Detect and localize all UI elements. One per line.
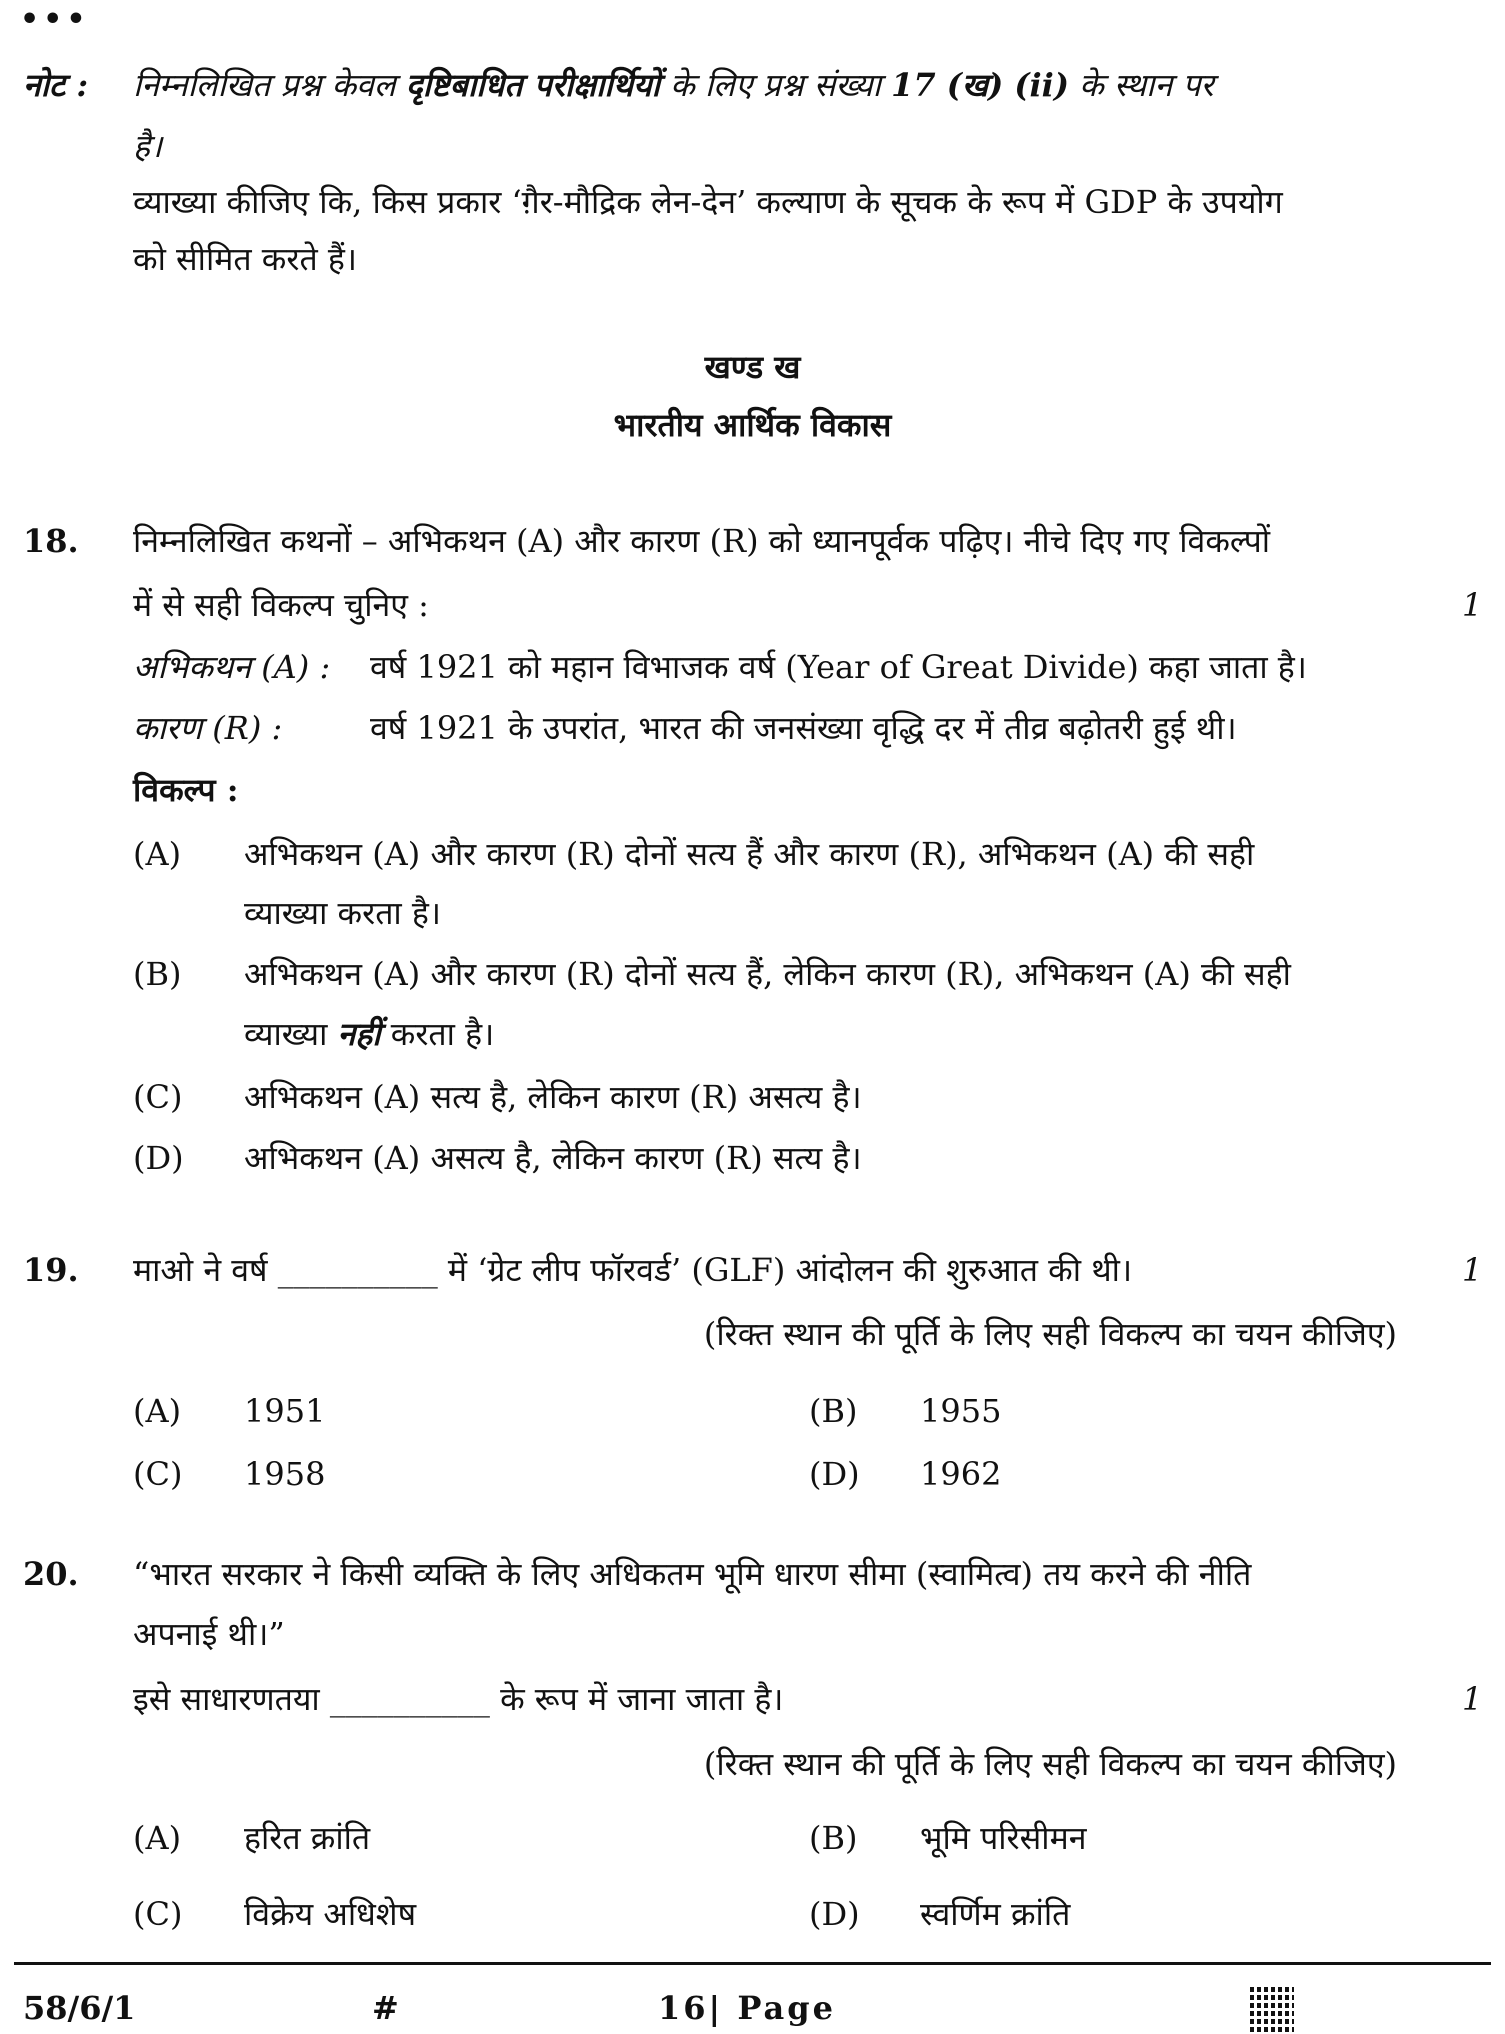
question-text-part: माओ ने वर्ष bbox=[133, 1251, 268, 1289]
question-text bbox=[133, 1677, 783, 1721]
option-letter: (A) bbox=[133, 1819, 182, 1857]
option-letter: (A) bbox=[133, 835, 182, 873]
question-text-part: में ‘ग्रेट लीप फॉरवर्ड’ (GLF) आंदोलन की शुरुआत की थी। bbox=[447, 1251, 1133, 1289]
question-text: निम्नलिखित कथनों – अभिकथन (A) और कारण (R) को ध्यानपूर्वक पढ़िए। नीचे दिए गए विकल्पों bbox=[133, 522, 1271, 560]
note-line-2: है। bbox=[133, 127, 163, 165]
section-subtitle: भारतीय आर्थिक विकास bbox=[613, 406, 892, 444]
option-text: अभिकथन (A) असत्य है, लेकिन कारण (R) सत्य है। bbox=[244, 1139, 862, 1177]
option-text: 1951 bbox=[244, 1392, 326, 1430]
note-line-4: को सीमित करते हैं। bbox=[133, 240, 357, 278]
question-text: में से सही विकल्प चुनिए : bbox=[133, 586, 429, 624]
option-text: 1955 bbox=[920, 1392, 1002, 1430]
option-letter: (C) bbox=[133, 1078, 183, 1116]
option-letter: (A) bbox=[133, 1392, 182, 1430]
note-text: के स्थान पर bbox=[1079, 66, 1214, 104]
page-number: 16| Page bbox=[658, 1989, 836, 2027]
option-emphasis: नहीं bbox=[337, 1015, 381, 1053]
marks: 1 bbox=[1462, 1251, 1483, 1289]
question-text-part: इसे साधारणतया bbox=[133, 1680, 320, 1718]
option-text: हरित क्रांति bbox=[244, 1819, 371, 1857]
question-text: अपनाई थी।” bbox=[133, 1615, 285, 1653]
blank: __________ bbox=[277, 1251, 438, 1289]
option-letter: (D) bbox=[133, 1139, 184, 1177]
paper-code: 58/6/1 bbox=[23, 1989, 136, 2027]
menu-dots-icon: ••• bbox=[20, 2, 90, 37]
option-text: व्याख्या करता है। bbox=[244, 894, 442, 932]
option-letter: (B) bbox=[809, 1392, 858, 1430]
question-text: “भारत सरकार ने किसी व्यक्ति के लिए अधिकतम भूमि धारण सीमा (स्वामित्व) तय करने की नीति bbox=[133, 1555, 1252, 1593]
reason-label: कारण (R) : bbox=[133, 709, 283, 747]
question-number: 18. bbox=[23, 522, 79, 560]
option-letter: (C) bbox=[133, 1895, 183, 1933]
blank: __________ bbox=[329, 1680, 490, 1718]
note-text: निम्नलिखित प्रश्न केवल bbox=[133, 66, 396, 104]
option-letter: (B) bbox=[809, 1819, 858, 1857]
option-text-part: व्याख्या bbox=[244, 1015, 328, 1053]
assertion-text: वर्ष 1921 को महान विभाजक वर्ष (Year of Great Divide) कहा जाता है। bbox=[370, 648, 1307, 686]
note-line-3: व्याख्या कीजिए कि, किस प्रकार ‘ग़ैर-मौद्रिक लेन-देन’ कल्याण के सूचक के रूप में GDP के उपयोग bbox=[133, 183, 1283, 221]
question-number: 19. bbox=[23, 1251, 79, 1289]
option-text: स्वर्णिम क्रांति bbox=[920, 1895, 1071, 1933]
instruction: (रिक्त स्थान की पूर्ति के लिए सही विकल्प का चयन कीजिए) bbox=[703, 1315, 1397, 1353]
question-text bbox=[133, 1248, 1132, 1292]
option-text: विक्रेय अधिशेष bbox=[244, 1895, 417, 1933]
option-letter: (D) bbox=[809, 1455, 860, 1493]
option-text: 1962 bbox=[920, 1455, 1002, 1493]
instruction: (रिक्त स्थान की पूर्ति के लिए सही विकल्प का चयन कीजिए) bbox=[703, 1745, 1397, 1783]
option-text: अभिकथन (A) और कारण (R) दोनों सत्य हैं और कारण (R), अभिकथन (A) की सही bbox=[244, 835, 1255, 873]
assertion-label: अभिकथन (A) : bbox=[133, 648, 331, 686]
option-text bbox=[244, 1012, 494, 1056]
qr-code-icon bbox=[1250, 1984, 1294, 2032]
question-text-part: के रूप में जाना जाता है। bbox=[500, 1680, 784, 1718]
note-text: के लिए प्रश्न संख्या bbox=[670, 66, 881, 104]
footer-divider bbox=[14, 1962, 1491, 1965]
option-text: भूमि परिसीमन bbox=[920, 1819, 1087, 1857]
note-question-ref: 17 (ख) (ii) bbox=[891, 66, 1069, 104]
options-label: विकल्प : bbox=[133, 771, 239, 809]
note-label: नोट : bbox=[23, 66, 89, 104]
option-text-part: करता है। bbox=[390, 1015, 495, 1053]
section-title: खण्ड ख bbox=[704, 348, 801, 386]
marks: 1 bbox=[1462, 586, 1483, 624]
option-text: अभिकथन (A) सत्य है, लेकिन कारण (R) असत्य है। bbox=[244, 1078, 862, 1116]
option-text: अभिकथन (A) और कारण (R) दोनों सत्य हैं, लेकिन कारण (R), अभिकथन (A) की सही bbox=[244, 955, 1291, 993]
marks: 1 bbox=[1462, 1680, 1483, 1718]
note-line-1 bbox=[133, 63, 1214, 107]
question-number: 20. bbox=[23, 1555, 79, 1593]
option-letter: (C) bbox=[133, 1455, 183, 1493]
option-letter: (D) bbox=[809, 1895, 860, 1933]
option-text: 1958 bbox=[244, 1455, 326, 1493]
reason-text: वर्ष 1921 के उपरांत, भारत की जनसंख्या वृद्धि दर में तीव्र बढ़ोतरी हुई थी। bbox=[370, 709, 1237, 747]
option-letter: (B) bbox=[133, 955, 182, 993]
hash-mark: # bbox=[372, 1989, 399, 2027]
note-emphasis: दृष्टिबाधित परीक्षार्थियों bbox=[405, 66, 660, 104]
